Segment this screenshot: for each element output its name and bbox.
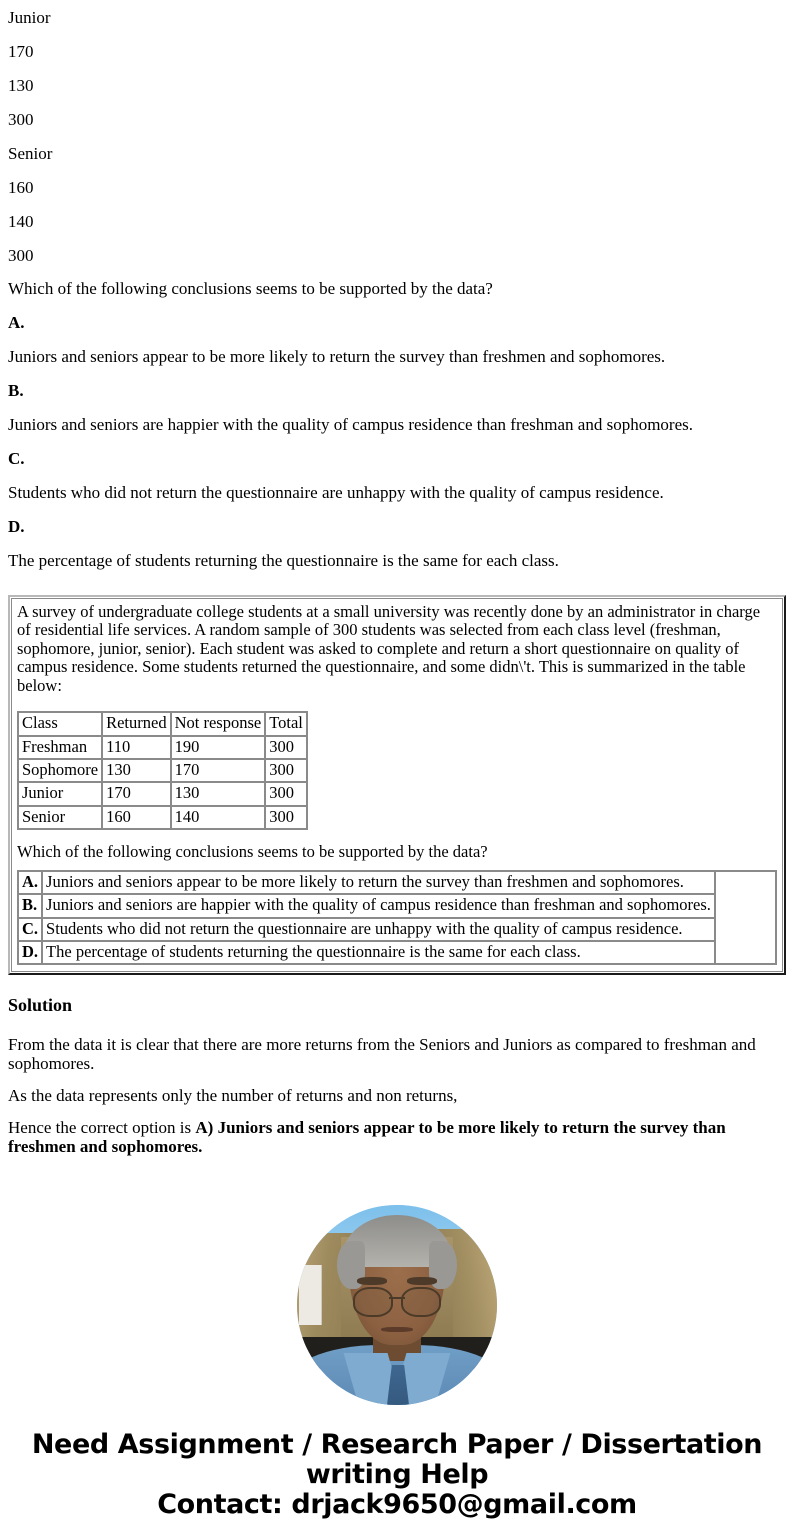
cell-returned: 160 bbox=[102, 806, 170, 829]
survey-box-inner bbox=[11, 598, 783, 972]
portrait-container bbox=[8, 1196, 786, 1414]
cell-returned: 130 bbox=[102, 759, 170, 782]
footer-line-1: Need Assignment / Research Paper / Dissertation bbox=[31, 1428, 763, 1460]
photo-eyebrow-right bbox=[407, 1277, 437, 1285]
option-text-b: Juniors and seniors are happier with the quality of campus residence than freshman and sophomores. bbox=[8, 415, 694, 434]
solution-answer-bold: A) Juniors and seniors appear to be more likely to return the survey than freshmen and sophomores. bbox=[8, 1118, 726, 1156]
option-letter-d: D. bbox=[8, 517, 25, 536]
table-row bbox=[18, 759, 307, 782]
option-letter-a: A. bbox=[18, 871, 42, 894]
option-text-b: Juniors and seniors are happier with the quality of campus residence than freshman and sophomores. bbox=[42, 894, 715, 917]
fragment-line: 140 bbox=[8, 211, 34, 231]
table-header-notresp: Not response bbox=[171, 712, 266, 735]
cell-class: Sophomore bbox=[18, 759, 102, 782]
cell-class: Senior bbox=[18, 806, 102, 829]
footer-line-2: writing Help bbox=[305, 1459, 489, 1491]
solution-paragraph-3 bbox=[8, 1105, 786, 1156]
option-row-b bbox=[18, 894, 776, 917]
survey-question-prompt: Which of the following conclusions seems to be supported by the data? bbox=[17, 841, 488, 861]
question-prompt: Which of the following conclusions seems to be supported by the data? bbox=[8, 279, 493, 298]
option-text-d: The percentage of students returning the questionnaire is the same for each class. bbox=[42, 941, 715, 964]
solution-heading: Solution bbox=[8, 995, 73, 1016]
fragment-line: 170 bbox=[8, 41, 34, 61]
option-letter-a: A. bbox=[8, 313, 25, 332]
glasses-lens-right-icon bbox=[401, 1287, 441, 1317]
fragment-line: 300 bbox=[8, 109, 34, 129]
option-row-d bbox=[18, 941, 776, 964]
fragment-line: Senior bbox=[8, 143, 53, 163]
fragment-line: 300 bbox=[8, 245, 34, 265]
cell-returned: 170 bbox=[102, 782, 170, 805]
cell-class: Junior bbox=[18, 782, 102, 805]
cell-total: 300 bbox=[265, 782, 307, 805]
option-text-c: Students who did not return the questionnaire are unhappy with the quality of campus residence. bbox=[8, 483, 664, 502]
option-text-a: Juniors and seniors appear to be more likely to return the survey than freshmen and sophomores. bbox=[8, 347, 666, 366]
cell-total: 300 bbox=[265, 736, 307, 759]
top-fragment-lines bbox=[8, 0, 786, 272]
survey-options-table bbox=[17, 870, 777, 965]
avatar bbox=[297, 1205, 497, 1405]
option-letter-c: C. bbox=[18, 918, 42, 941]
glasses-lens-left-icon bbox=[353, 1287, 393, 1317]
table-header-total: Total bbox=[265, 712, 307, 735]
table-row bbox=[18, 782, 307, 805]
option-row-a bbox=[18, 871, 776, 894]
cell-class: Freshman bbox=[18, 736, 102, 759]
table-header-row bbox=[18, 712, 307, 735]
survey-question-box bbox=[8, 595, 786, 975]
cell-returned: 110 bbox=[102, 736, 170, 759]
photo-mouth bbox=[381, 1327, 413, 1332]
option-blank-cell bbox=[715, 871, 776, 964]
photo-eyebrow-left bbox=[357, 1277, 387, 1285]
option-letter-c: C. bbox=[8, 449, 25, 468]
table-header-class: Class bbox=[18, 712, 102, 735]
photo-white-object bbox=[299, 1265, 322, 1325]
option-text-c: Students who did not return the questionnaire are unhappy with the quality of campus residence. bbox=[42, 918, 715, 941]
survey-paragraph: A survey of undergraduate college students at a small university was recently done by an administrator in charge of residential life services. A random sample of 300 students was selected from each class level (freshman, sophomore, junior, senior). Each student was asked to complete and return a short questionnaire on quality of campus residence. Some students returned the questionnaire, and some didn\'t. This is summarized in the table below: bbox=[17, 602, 761, 695]
fragment-line: Junior bbox=[8, 7, 51, 27]
footer-promo bbox=[8, 1430, 786, 1531]
fragment-line: 160 bbox=[8, 177, 34, 197]
option-text-a: Juniors and seniors appear to be more likely to return the survey than freshmen and sophomores. bbox=[42, 871, 715, 894]
option-row-c bbox=[18, 918, 776, 941]
solution-paragraph-2: As the data represents only the number of returns and non returns, bbox=[8, 1085, 458, 1105]
option-letter-b: B. bbox=[18, 894, 42, 917]
solution-answer-prefix: Hence the correct option is bbox=[8, 1118, 196, 1138]
table-row bbox=[18, 806, 307, 829]
cell-notresp: 130 bbox=[171, 782, 266, 805]
option-text-d: The percentage of students returning the questionnaire is the same for each class. bbox=[8, 551, 559, 570]
survey-data-table bbox=[17, 711, 308, 830]
cell-notresp: 170 bbox=[171, 759, 266, 782]
table-header-returned: Returned bbox=[102, 712, 170, 735]
footer-line-3: Contact: drjack9650@gmail.com bbox=[157, 1489, 637, 1521]
option-letter-b: B. bbox=[8, 381, 24, 400]
glasses-bridge-icon bbox=[389, 1297, 405, 1299]
fragment-line: 130 bbox=[8, 75, 34, 95]
cell-notresp: 140 bbox=[171, 806, 266, 829]
answer-options-list bbox=[8, 306, 786, 578]
table-row bbox=[18, 736, 307, 759]
solution-paragraph-1: From the data it is clear that there are more returns from the Seniors and Juniors as compared to freshman and sophomores. bbox=[8, 1035, 756, 1073]
option-letter-d: D. bbox=[18, 941, 42, 964]
cell-notresp: 190 bbox=[171, 736, 266, 759]
cell-total: 300 bbox=[265, 759, 307, 782]
cell-total: 300 bbox=[265, 806, 307, 829]
